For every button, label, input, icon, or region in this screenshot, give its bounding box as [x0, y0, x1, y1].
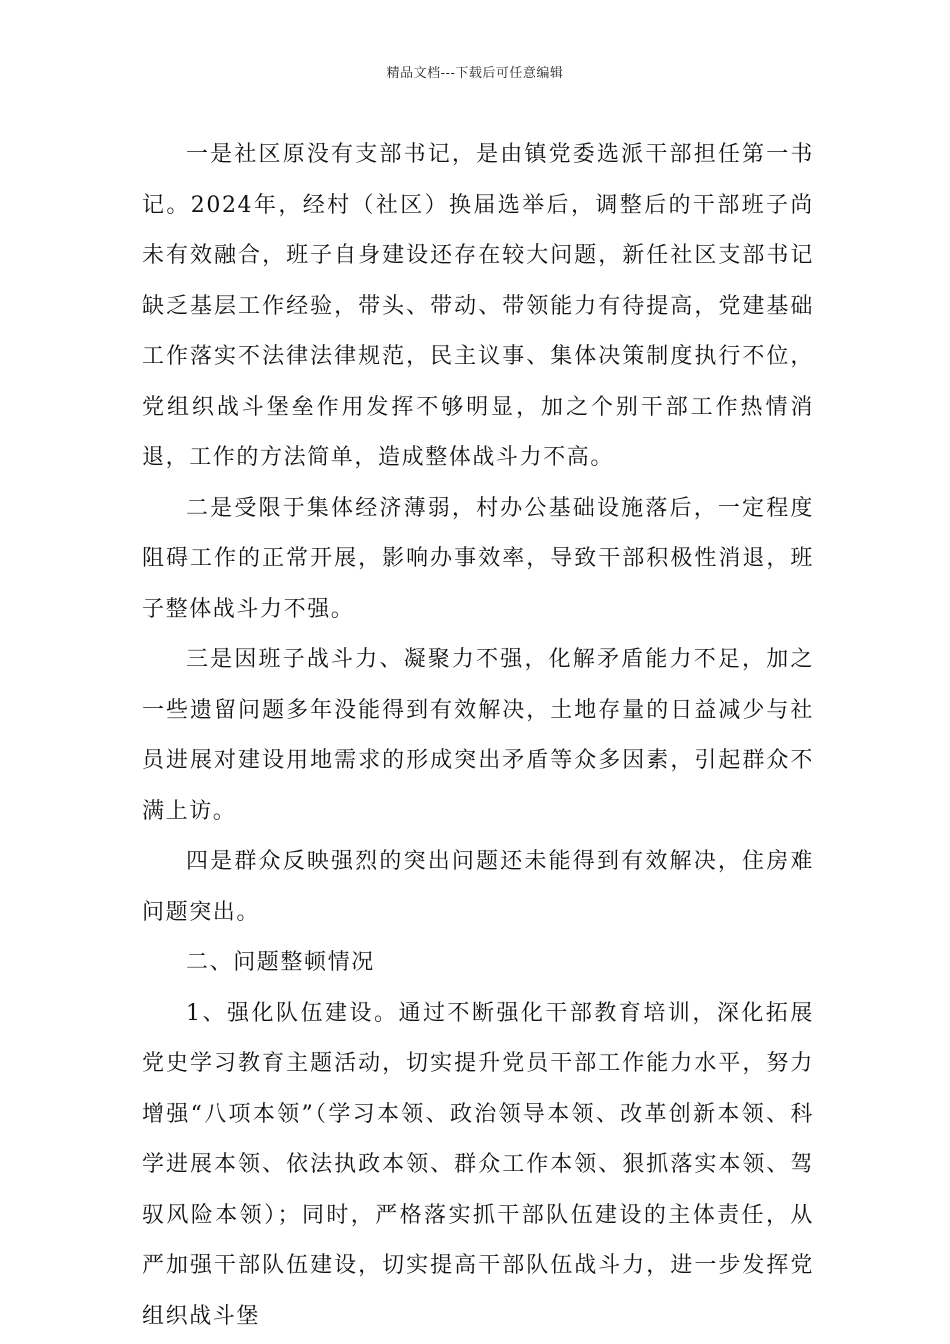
paragraph-3: 三是因班子战斗力、凝聚力不强，化解矛盾能力不足，加之一些遗留问题多年没能得到有效解决，土地存量的日益减少与社员进展对建设用地需求的形成突出矛盾等众多因素，引起群众不满上访。 — [142, 647, 814, 824]
document-body — [142, 130, 814, 1342]
paragraph-1: 一是社区原没有支部书记，是由镇党委选派干部担任第一书记。2024年，经村（社区）换届选举后，调整后的干部班子尚未有效融合，班子自身建设还存在较大问题，新任社区支部书记缺乏基层工作经验，带头、带动、带领能力有待提高，党建基础工作落实不法律法律规范，民主议事、集体决策制度执行不位，党组织战斗堡垒作用发挥不够明显，加之个别干部工作热情消退，工作的方法简单，造成整体战斗力不高。 — [142, 142, 814, 470]
paragraph-2: 二是受限于集体经济薄弱，村办公基础设施落后，一定程度阻碍工作的正常开展，影响办事效率，导致干部积极性消退，班子整体战斗力不强。 — [142, 495, 814, 622]
paragraph-4: 四是群众反映强烈的突出问题还未能得到有效解决，住房难问题突出。 — [142, 849, 814, 925]
paragraph-5: 1、强化队伍建设。通过不断强化干部教育培训，深化拓展党史学习教育主题活动，切实提升党员干部工作能力水平，努力增强“八项本领”（学习本领、政治领导本领、改革创新本领、科学进展本领、依法执政本领、群众工作本领、狠抓落实本领、驾驭风险本领）；同时，严格落实抓干部队伍建设的主体责任，从严加强干部队伍建设，切实提高干部队伍战斗力，进一步发挥党组织战斗堡 — [142, 1000, 814, 1329]
section-heading: 二、问题整顿情况 — [186, 950, 375, 975]
page-header: 精品文档---下载后可任意编辑 — [386, 66, 564, 81]
